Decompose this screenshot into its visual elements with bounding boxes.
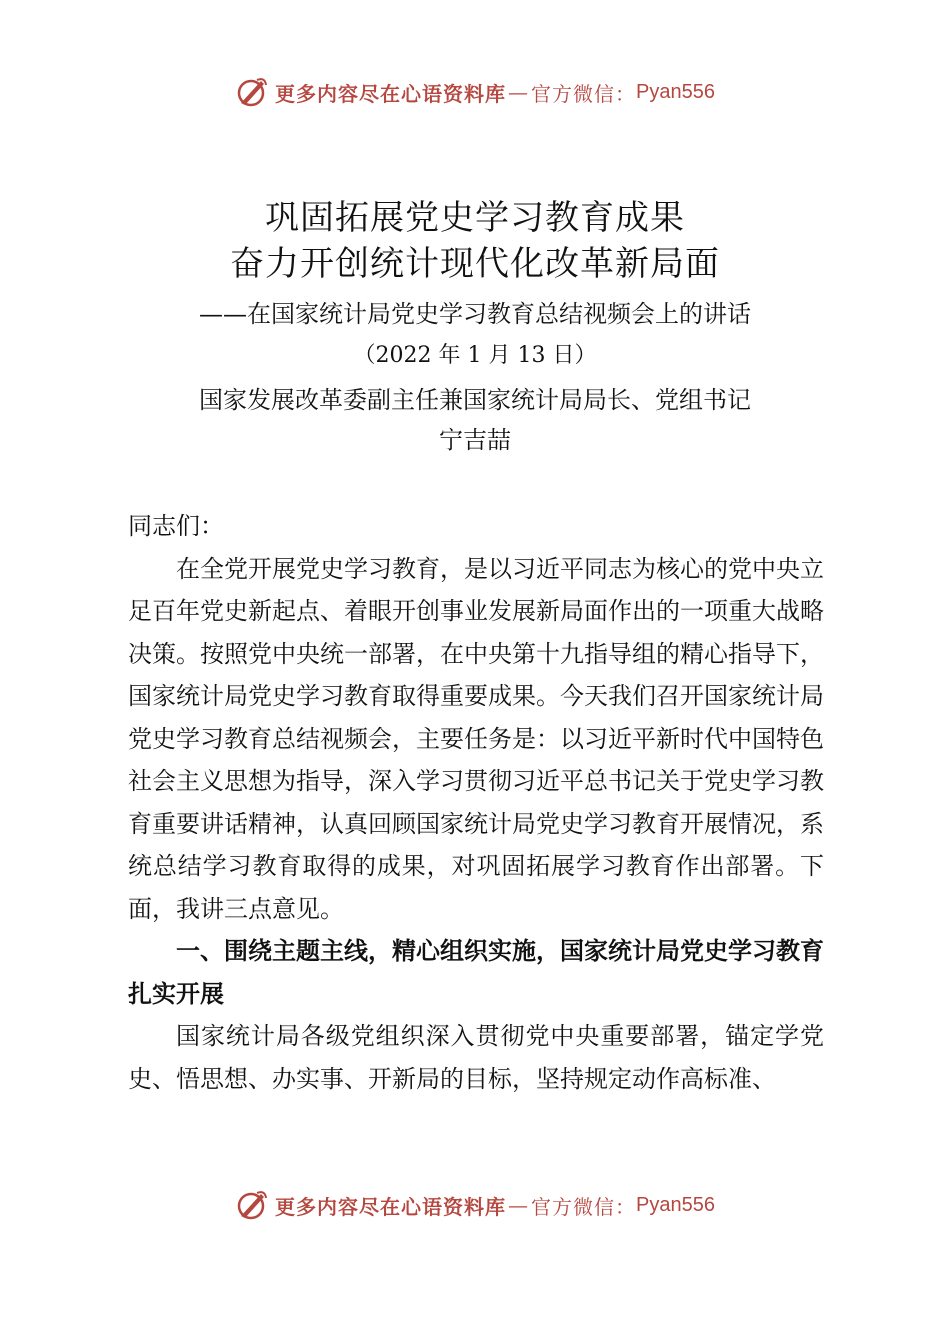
author-title: 国家发展改革委副主任兼国家统计局局长、党组书记 (199, 386, 751, 414)
banner-brand: 更多内容尽在心语资料库 (275, 1194, 507, 1219)
banner-dash: — (508, 1193, 530, 1217)
banner-brand: 更多内容尽在心语资料库 (275, 81, 507, 106)
quill-pen-icon (235, 75, 269, 109)
banner-wechat-label: 官方微信： (531, 1194, 637, 1219)
bottom-banner (0, 1185, 950, 1225)
speech-date: （2022 年 1 月 13 日） (353, 343, 597, 368)
quill-pen-icon (235, 1188, 269, 1222)
paragraph-1: 在全党开展党史学习教育，是以习近平同志为核心的党中央立足百年党史新起点、着眼开创事业发展新局面作出的一项重大战略决策。按照党中央统一部署，在中央第十九指导组的精心指导下，国家统计局党史学习教育取得重要成果。今天我们召开国家统计局党史学习教育总结视频会，主要任务是：以习近平新时代中国特色社会主义思想为指导，深入学习贯彻习近平总书记关于党史学习教育重要讲话精神，认真回顾国家统计局党史学习教育开展情况，系统总结学习教育取得的成果，对巩固拓展学习教育作出部署。下面，我讲三点意见。 (128, 554, 824, 923)
section-heading-1: 一、围绕主题主线，精心组织实施，国家统计局党史学习教育扎实开展 (128, 937, 824, 1008)
title-line-2: 奋力开创统计现代化改革新局面 (230, 244, 720, 284)
banner-dash: — (508, 80, 530, 104)
title-block (0, 195, 950, 457)
top-banner (0, 72, 950, 112)
salutation: 同志们： (128, 512, 224, 540)
author-name: 宁吉喆 (439, 426, 511, 454)
banner-wechat-id: Pyan556 (636, 80, 715, 103)
speech-body (128, 505, 824, 1100)
paragraph-2: 国家统计局各级党组织深入贯彻党中央重要部署，锚定学党史、悟思想、办实事、开新局的目标，坚持规定动作高标准、 (128, 1022, 824, 1093)
banner-wechat-id: Pyan556 (636, 1193, 715, 1216)
title-line-1: 巩固拓展党史学习教育成果 (265, 198, 685, 238)
banner-wechat-label: 官方微信： (531, 81, 637, 106)
subtitle: ——在国家统计局党史学习教育总结视频会上的讲话 (199, 300, 751, 328)
